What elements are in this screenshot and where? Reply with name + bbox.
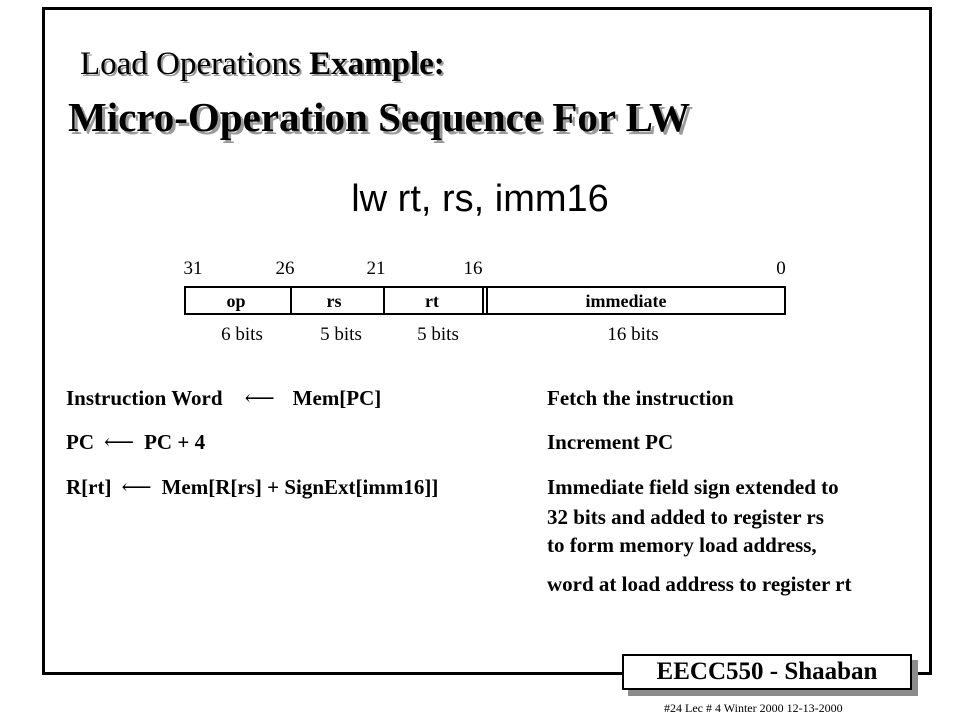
rtl-statement-fetch	[66, 385, 381, 411]
left-arrow-icon: ⟵	[121, 475, 152, 499]
rtl-description: Increment PC	[547, 430, 674, 454]
left-arrow-icon: ⟵	[244, 386, 275, 410]
rtl-destination: Instruction Word	[66, 386, 223, 410]
slide-title-line2: Micro-Operation Sequence For LW	[68, 94, 691, 140]
bit-number: 26	[275, 258, 295, 279]
rtl-destination: R[rt]	[66, 475, 112, 499]
field-op: op	[226, 291, 246, 311]
bit-number: 16	[463, 258, 483, 279]
instruction-format-box	[184, 286, 786, 315]
field-divider	[290, 288, 292, 313]
rtl-source: Mem[R[rs] + SignExt[imm16]]	[161, 475, 439, 499]
left-arrow-icon: ⟵	[104, 430, 135, 454]
field-rs: rs	[326, 291, 342, 311]
bit-number: 31	[183, 258, 203, 279]
rtl-description: Fetch the instruction	[547, 386, 734, 410]
rtl-source: PC + 4	[144, 430, 206, 454]
rtl-description: 32 bits and added to register rs	[547, 505, 824, 529]
instruction-syntax: lw rt, rs, imm16	[351, 178, 609, 220]
field-width: 16 bits	[607, 324, 659, 345]
field-width: 6 bits	[221, 324, 263, 345]
title-text: Load Operations	[80, 46, 310, 82]
title-emphasis: Example:	[309, 46, 445, 82]
field-width: 5 bits	[320, 324, 362, 345]
rtl-destination: PC	[66, 430, 94, 454]
rtl-statement-increment	[66, 429, 205, 455]
rtl-description: Immediate field sign extended to	[547, 475, 839, 499]
rtl-statement-load	[66, 474, 438, 500]
slide-title-line1	[80, 44, 445, 84]
rtl-description: to form memory load address,	[547, 533, 817, 557]
bit-number: 21	[366, 258, 386, 279]
field-rt: rt	[425, 291, 439, 311]
field-width: 5 bits	[417, 324, 459, 345]
rtl-source: Mem[PC]	[292, 386, 382, 410]
bit-number: 0	[776, 258, 786, 279]
field-immediate: immediate	[585, 291, 667, 311]
rtl-description: word at load address to register rt	[547, 572, 852, 596]
course-badge: EECC550 - Shaaban	[622, 654, 912, 690]
field-divider	[482, 288, 484, 313]
field-divider	[383, 288, 385, 313]
slide-footer: #24 Lec # 4 Winter 2000 12-13-2000	[664, 701, 843, 715]
field-divider	[486, 288, 488, 313]
